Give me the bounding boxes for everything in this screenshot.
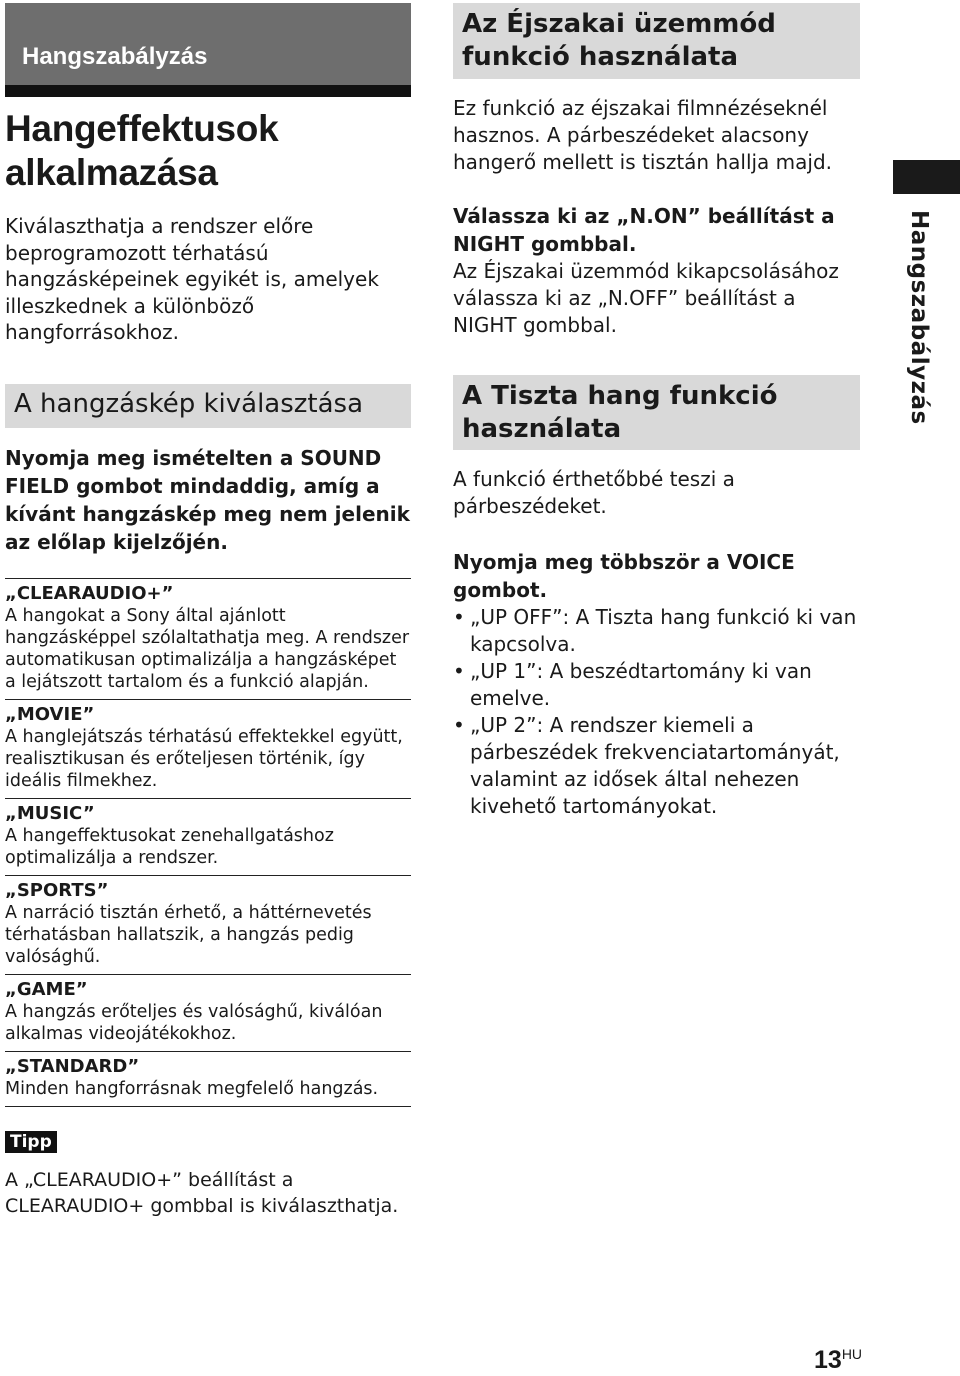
list-item: [453, 604, 860, 658]
sound-mode-name: „STANDARD”: [5, 1055, 140, 1077]
page-title: Hangeffektusok alkalmazása: [5, 108, 279, 193]
clear-voice-desc: A funkció érthetőbbé teszi a párbeszédeket.: [453, 467, 735, 518]
intro-text: Kiválaszthatja a rendszer előre beprogramozott térhatású hangzásképeinek egyikét is, amelyek illeszkednek a különböző hangforrásokhoz.: [5, 214, 379, 344]
voice-option-text: „UP 2”: A rendszer kiemeli a párbeszédek frekvenciatartományát, valamint az idősek által nehezen kivehető tartományokat.: [470, 713, 840, 818]
tip-text: A „CLEARAUDIO+” beállítást a CLEARAUDIO+ gombbal is kiválaszthatja.: [5, 1168, 399, 1217]
list-item: [453, 658, 860, 712]
sound-mode-name: „CLEARAUDIO+”: [5, 582, 174, 604]
page-language-code: HU: [841, 1346, 863, 1362]
sound-mode-name: „MUSIC”: [5, 802, 95, 824]
clear-voice-instruction: Nyomja meg többször a VOICE gombot.: [453, 550, 795, 602]
voice-option-text: „UP 1”: A beszédtartomány ki van emelve.: [470, 659, 812, 710]
tip-label: Tipp: [5, 1131, 57, 1153]
section-band-title: Hangszabályzás: [22, 43, 208, 70]
sound-mode-name: „SPORTS”: [5, 879, 109, 901]
list-item: [453, 712, 860, 820]
sound-field-heading: A hangzáskép kiválasztása: [5, 384, 411, 428]
sound-mode-item: [5, 578, 411, 699]
sound-mode-desc: Minden hangforrásnak megfelelő hangzás.: [5, 1078, 379, 1099]
side-tab-marker: [893, 160, 960, 194]
sound-mode-item: [5, 699, 411, 798]
sound-mode-name: „MOVIE”: [5, 703, 95, 725]
sound-mode-desc: A hangeffektusokat zenehallgatáshoz optimalizálja a rendszer.: [5, 825, 334, 868]
bullet-icon: •: [453, 713, 465, 737]
right-column: [453, 3, 860, 820]
night-mode-note: Az Éjszakai üzemmód kikapcsolásához válassza ki az „N.OFF” beállítást a NIGHT gombbal.: [453, 259, 839, 337]
sound-field-instruction: Nyomja meg ismételten a SOUND FIELD gombot mindaddig, amíg a kívánt hangzáskép meg nem jelenik az előlap kijelzőjén.: [5, 445, 410, 554]
bullet-icon: •: [453, 659, 465, 683]
page-number: [814, 1346, 862, 1375]
night-mode-desc: Ez funkció az éjszakai filmnézéseknél hasznos. A párbeszédeket alacsony hangerő mellett is tisztán hallja majd.: [453, 96, 833, 174]
sound-mode-item: [5, 1051, 411, 1107]
sound-mode-list: [5, 578, 411, 1107]
page-number-value: 13: [814, 1346, 842, 1374]
voice-option-list: [453, 604, 860, 820]
night-mode-instruction: Válassza ki az „N.ON” beállítást a NIGHT gombbal.: [453, 204, 835, 256]
bullet-icon: •: [453, 605, 465, 629]
sound-mode-desc: A hangzás erőteljes és valósághű, kiválóan alkalmas videojátékokhoz.: [5, 1001, 383, 1044]
sound-mode-desc: A hangokat a Sony által ajánlott hangzásképpel szólaltathatja meg. A rendszer automatikusan optimalizálja a hangzásképet a lejátszott tartalom és a funkció alapján.: [5, 605, 410, 692]
sound-mode-item: [5, 974, 411, 1051]
sound-mode-name: „GAME”: [5, 978, 88, 1000]
side-section-label: Hangszabályzás: [906, 210, 932, 425]
voice-option-text: „UP OFF”: A Tiszta hang funkció ki van kapcsolva.: [470, 605, 857, 656]
night-mode-heading: Az Éjszakai üzemmód funkció használata: [453, 3, 860, 79]
left-column: [5, 3, 411, 1219]
sound-mode-desc: A hanglejátszás térhatású effektekkel együtt, realisztikusan és erőteljesen történik, így ideális filmekhez.: [5, 726, 403, 791]
clear-voice-heading: A Tiszta hang funkció használata: [453, 375, 860, 450]
section-band: [5, 3, 411, 97]
sound-mode-item: [5, 798, 411, 875]
sound-mode-item: [5, 875, 411, 974]
sound-mode-desc: A narráció tisztán érhető, a háttérnevetés térhatásban hallatszik, a hangzás pedig valósághű.: [5, 902, 372, 967]
